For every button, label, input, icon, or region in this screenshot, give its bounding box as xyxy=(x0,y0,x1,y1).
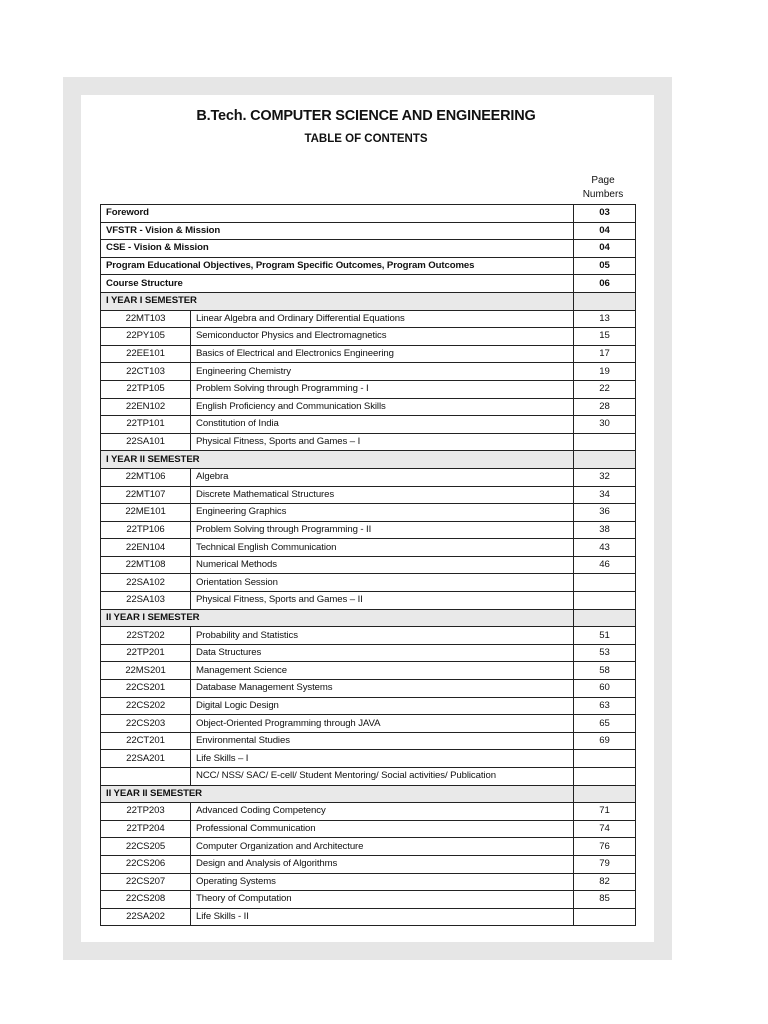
course-title: Data Structures xyxy=(191,644,574,662)
toc-page-number xyxy=(574,768,636,786)
course-title: Management Science xyxy=(191,662,574,680)
course-title: Problem Solving through Programming - I xyxy=(191,380,574,398)
course-title: Advanced Coding Competency xyxy=(191,803,574,821)
semester-name: I YEAR I SEMESTER xyxy=(101,292,574,310)
course-row xyxy=(101,908,636,926)
course-code: 22MT107 xyxy=(101,486,191,504)
course-title: Life Skills - II xyxy=(191,908,574,926)
course-code: 22TP201 xyxy=(101,644,191,662)
toc-page-number: 85 xyxy=(574,891,636,909)
course-title: Orientation Session xyxy=(191,574,574,592)
course-title: Environmental Studies xyxy=(191,732,574,750)
course-code: 22ST202 xyxy=(101,627,191,645)
course-row xyxy=(101,820,636,838)
course-title: Database Management Systems xyxy=(191,680,574,698)
course-title: Theory of Computation xyxy=(191,891,574,909)
toc-entry-label: CSE - Vision & Mission xyxy=(101,240,574,258)
course-title: Physical Fitness, Sports and Games – I xyxy=(191,433,574,451)
course-title: Operating Systems xyxy=(191,873,574,891)
course-row xyxy=(101,363,636,381)
course-code: 22TP105 xyxy=(101,380,191,398)
course-row xyxy=(101,433,636,451)
course-title: Design and Analysis of Algorithms xyxy=(191,855,574,873)
toc-page-number: 36 xyxy=(574,504,636,522)
course-row xyxy=(101,715,636,733)
toc-page-number: 38 xyxy=(574,521,636,539)
toc-intro-row xyxy=(101,205,636,223)
course-title: Basics of Electrical and Electronics Engineering xyxy=(191,345,574,363)
course-title: Object-Oriented Programming through JAVA xyxy=(191,715,574,733)
course-title: Life Skills – I xyxy=(191,750,574,768)
course-code: 22MT103 xyxy=(101,310,191,328)
course-title: Constitution of India xyxy=(191,416,574,434)
course-title: Algebra xyxy=(191,468,574,486)
course-row xyxy=(101,680,636,698)
toc-page-number: 46 xyxy=(574,556,636,574)
course-row xyxy=(101,556,636,574)
course-title: Numerical Methods xyxy=(191,556,574,574)
course-title: Computer Organization and Architecture xyxy=(191,838,574,856)
toc-intro-row xyxy=(101,240,636,258)
course-code: 22MT108 xyxy=(101,556,191,574)
toc-page-number: 76 xyxy=(574,838,636,856)
course-code: 22TP106 xyxy=(101,521,191,539)
course-title: Professional Communication xyxy=(191,820,574,838)
course-code: 22EE101 xyxy=(101,345,191,363)
course-row xyxy=(101,697,636,715)
toc-page-number: 30 xyxy=(574,416,636,434)
toc-entry-label: Program Educational Objectives, Program Specific Outcomes, Program Outcomes xyxy=(101,257,574,275)
toc-page-number: 19 xyxy=(574,363,636,381)
toc-page-number: 53 xyxy=(574,644,636,662)
course-title: Engineering Graphics xyxy=(191,504,574,522)
toc-page-number: 51 xyxy=(574,627,636,645)
course-title: Technical English Communication xyxy=(191,539,574,557)
course-title: Discrete Mathematical Structures xyxy=(191,486,574,504)
document-subtitle: TABLE OF CONTENTS xyxy=(304,133,428,145)
course-code: 22SA202 xyxy=(101,908,191,926)
course-row xyxy=(101,504,636,522)
course-code: 22CS203 xyxy=(101,715,191,733)
course-row xyxy=(101,416,636,434)
course-code: 22EN102 xyxy=(101,398,191,416)
toc-page-number xyxy=(574,750,636,768)
toc-intro-row xyxy=(101,222,636,240)
toc-page-number: 79 xyxy=(574,855,636,873)
course-row xyxy=(101,574,636,592)
semester-name: I YEAR II SEMESTER xyxy=(101,451,574,469)
course-row xyxy=(101,732,636,750)
toc-intro-row xyxy=(101,257,636,275)
course-row xyxy=(101,380,636,398)
course-code: 22CS205 xyxy=(101,838,191,856)
toc-entry-label: Course Structure xyxy=(101,275,574,293)
toc-page-number xyxy=(574,574,636,592)
course-code: 22CS207 xyxy=(101,873,191,891)
course-title: Linear Algebra and Ordinary Differential Equations xyxy=(191,310,574,328)
toc-page-number: 17 xyxy=(574,345,636,363)
course-code: 22CT103 xyxy=(101,363,191,381)
toc-page-number: 63 xyxy=(574,697,636,715)
course-row xyxy=(101,345,636,363)
course-row xyxy=(101,486,636,504)
semester-header-row xyxy=(101,451,636,469)
course-row xyxy=(101,891,636,909)
course-title: NCC/ NSS/ SAC/ E-cell/ Student Mentoring/ Social activities/ Publication xyxy=(191,768,574,786)
course-title: Physical Fitness, Sports and Games – II xyxy=(191,592,574,610)
course-row xyxy=(101,627,636,645)
toc-page-number xyxy=(574,592,636,610)
toc-page-number: 71 xyxy=(574,803,636,821)
toc-page-number: 65 xyxy=(574,715,636,733)
course-code: 22CS202 xyxy=(101,697,191,715)
toc-page-number: 60 xyxy=(574,680,636,698)
course-code: 22SA101 xyxy=(101,433,191,451)
course-row xyxy=(101,803,636,821)
course-code: 22SA201 xyxy=(101,750,191,768)
toc-page-number: 03 xyxy=(574,205,636,223)
course-code: 22MT106 xyxy=(101,468,191,486)
page-numbers-header xyxy=(572,174,634,202)
toc-page-number xyxy=(574,785,636,803)
course-row xyxy=(101,768,636,786)
course-row xyxy=(101,838,636,856)
toc-intro-row xyxy=(101,275,636,293)
toc-page-number xyxy=(574,451,636,469)
course-row xyxy=(101,873,636,891)
course-title: Digital Logic Design xyxy=(191,697,574,715)
course-title: Problem Solving through Programming - II xyxy=(191,521,574,539)
toc-page-number xyxy=(574,433,636,451)
course-code: 22CS201 xyxy=(101,680,191,698)
toc-page-number: 69 xyxy=(574,732,636,750)
toc-page-number: 15 xyxy=(574,328,636,346)
toc-page-number: 43 xyxy=(574,539,636,557)
course-row xyxy=(101,521,636,539)
toc-page-number: 05 xyxy=(574,257,636,275)
course-title: Probability and Statistics xyxy=(191,627,574,645)
course-row xyxy=(101,750,636,768)
toc-page-number xyxy=(574,292,636,310)
toc-page-number xyxy=(574,609,636,627)
course-code: 22TP101 xyxy=(101,416,191,434)
semester-header-row xyxy=(101,785,636,803)
toc-page-number: 74 xyxy=(574,820,636,838)
course-code: 22SA103 xyxy=(101,592,191,610)
toc-page-number: 34 xyxy=(574,486,636,504)
toc-page-number: 06 xyxy=(574,275,636,293)
course-code: 22MS201 xyxy=(101,662,191,680)
toc-entry-label: Foreword xyxy=(101,205,574,223)
course-code: 22CT201 xyxy=(101,732,191,750)
toc-page-number: 04 xyxy=(574,240,636,258)
toc-body xyxy=(101,205,636,926)
course-code: 22EN104 xyxy=(101,539,191,557)
course-code: 22ME101 xyxy=(101,504,191,522)
semester-name: II YEAR I SEMESTER xyxy=(101,609,574,627)
course-row xyxy=(101,468,636,486)
course-code: 22CS208 xyxy=(101,891,191,909)
toc-page-number: 28 xyxy=(574,398,636,416)
semester-header-row xyxy=(101,609,636,627)
course-title: English Proficiency and Communication Skills xyxy=(191,398,574,416)
document-title: B.Tech. COMPUTER SCIENCE AND ENGINEERING xyxy=(196,108,536,124)
course-row xyxy=(101,662,636,680)
course-row xyxy=(101,398,636,416)
toc-page-number: 22 xyxy=(574,380,636,398)
course-row xyxy=(101,310,636,328)
toc-page-number: 04 xyxy=(574,222,636,240)
course-code: 22TP204 xyxy=(101,820,191,838)
course-code: 22CS206 xyxy=(101,855,191,873)
toc-entry-label: VFSTR - Vision & Mission xyxy=(101,222,574,240)
toc-page-number: 82 xyxy=(574,873,636,891)
course-title: Engineering Chemistry xyxy=(191,363,574,381)
toc-page-number: 58 xyxy=(574,662,636,680)
course-code xyxy=(101,768,191,786)
semester-name: II YEAR II SEMESTER xyxy=(101,785,574,803)
course-row xyxy=(101,539,636,557)
course-title: Semiconductor Physics and Electromagnetics xyxy=(191,328,574,346)
course-code: 22PY105 xyxy=(101,328,191,346)
course-code: 22SA102 xyxy=(101,574,191,592)
toc-page-number: 32 xyxy=(574,468,636,486)
course-row xyxy=(101,592,636,610)
course-code: 22TP203 xyxy=(101,803,191,821)
toc-table xyxy=(100,204,636,926)
course-row xyxy=(101,644,636,662)
course-row xyxy=(101,855,636,873)
course-row xyxy=(101,328,636,346)
semester-header-row xyxy=(101,292,636,310)
toc-page-number: 13 xyxy=(574,310,636,328)
page-numbers-header-text: Page Numbers xyxy=(582,175,624,200)
toc-page-number xyxy=(574,908,636,926)
